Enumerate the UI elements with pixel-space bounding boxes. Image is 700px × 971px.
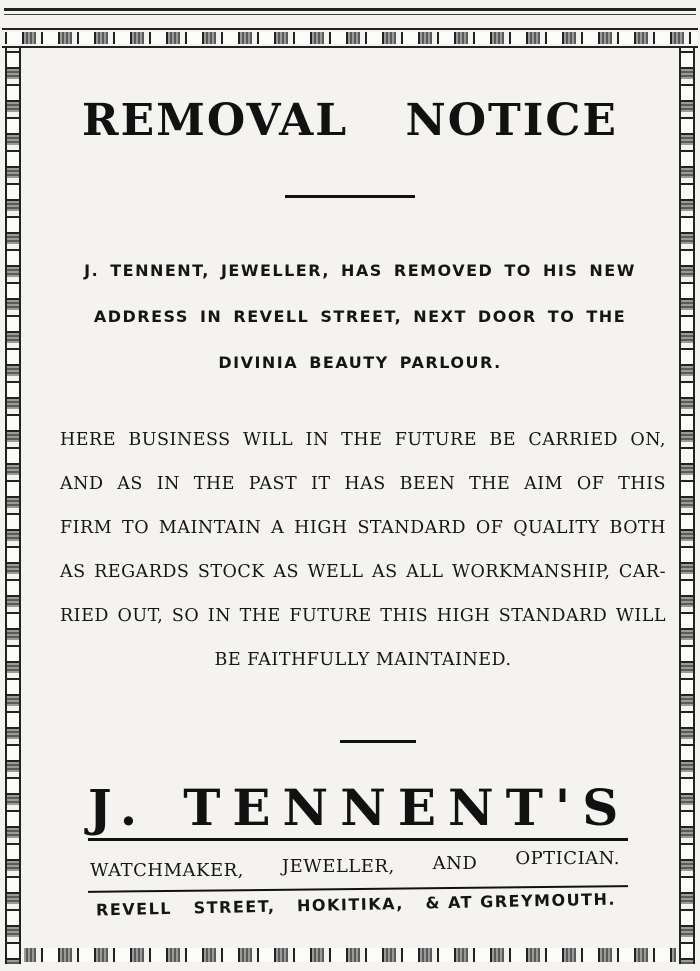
body-line: FIRM TO MAINTAIN A HIGH STANDARD OF QUALITY BOTH [60, 518, 666, 538]
decorative-border-bottom [2, 944, 698, 966]
trade-item: JEWELLER, [281, 856, 395, 877]
business-initial: J. [88, 778, 150, 837]
body-line: HERE BUSINESS WILL IN THE FUTURE BE CARRIED ON, [60, 430, 666, 450]
trade-item: OPTICIAN. [515, 848, 620, 869]
address-part: REVELL [95, 898, 173, 920]
announcement-line: DIVINIA BEAUTY PARLOUR. [218, 353, 502, 372]
notice-body [60, 418, 666, 682]
address-part: & AT GREYMOUTH. [425, 889, 617, 913]
top-rule [4, 8, 696, 11]
announcement-line: ADDRESS IN REVELL STREET, NEXT DOOR TO THE [93, 307, 627, 326]
trade-item: WATCHMAKER, [90, 860, 244, 881]
body-line: BE FAITHFULLY MAINTAINED. [214, 650, 512, 670]
address-part: HOKITIKA, [296, 893, 405, 916]
body-line: RIED OUT, SO IN THE FUTURE THIS HIGH STANDARD WILL [60, 606, 666, 626]
announcement [60, 248, 660, 386]
trade-item: AND [432, 853, 478, 874]
decorative-border-top [2, 28, 698, 48]
signature-divider [340, 740, 416, 743]
address-part: STREET, [193, 896, 276, 918]
body-line: AS REGARDS STOCK AS WELL AS ALL WORKMANSHIP, CAR- [60, 562, 666, 582]
business-name [88, 778, 630, 837]
body-line: AND AS IN THE PAST IT HAS BEEN THE AIM OF THIS [60, 474, 666, 494]
business-surname: TENNENT'S [183, 778, 631, 837]
trades-line [90, 848, 620, 881]
address-line [96, 890, 616, 920]
name-underline [88, 838, 628, 841]
title-divider [285, 195, 415, 198]
announcement-line: J. TENNENT, JEWELLER, HAS REMOVED TO HIS NEW [84, 261, 636, 280]
decorative-border-left [2, 48, 24, 964]
notice-title: REMOVAL NOTICE [82, 95, 618, 146]
decorative-border-right [676, 48, 698, 964]
top-rule-thin [4, 14, 696, 15]
